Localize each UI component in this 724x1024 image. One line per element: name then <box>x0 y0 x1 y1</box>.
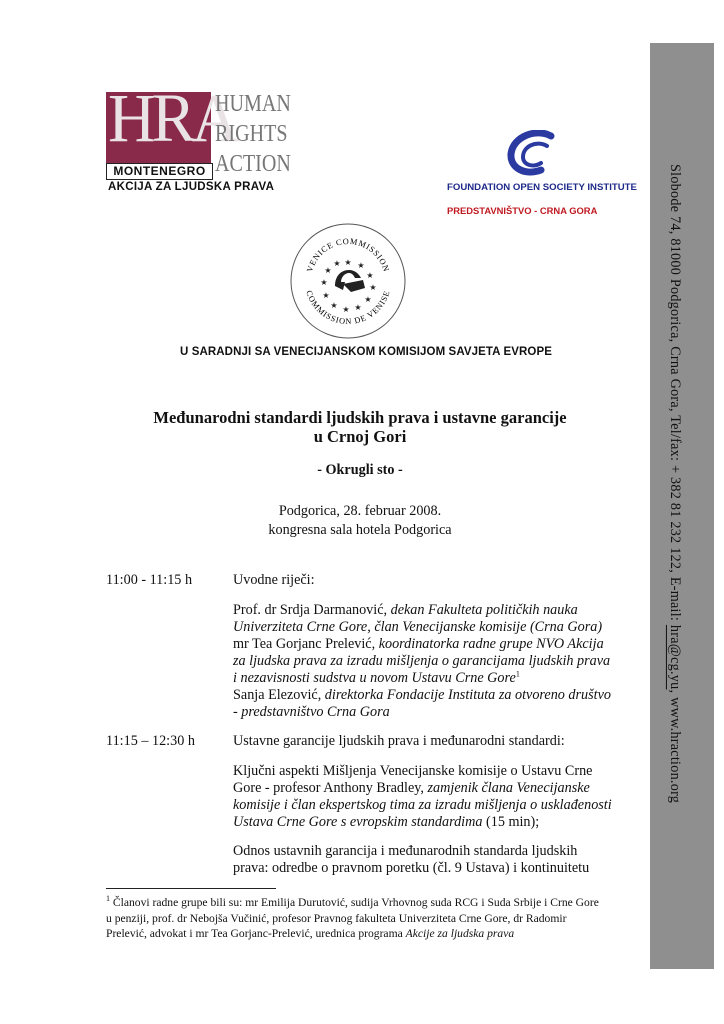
svg-text:★: ★ <box>364 295 372 304</box>
seal-top-text: VENICE COMMISSION <box>305 236 391 274</box>
svg-text:★: ★ <box>366 271 374 280</box>
agenda-text-italic: Ustava Crne Gore s evropskim standardima <box>233 814 483 830</box>
svg-text:★: ★ <box>330 301 338 310</box>
agenda-heading-1: Uvodne riječi: <box>233 572 315 588</box>
hra-logo-country: MONTENEGRO <box>106 163 213 180</box>
speaker-gorjanc-prelevic <box>233 636 623 687</box>
speaker-role: - predstavništvo Crna Gora <box>233 704 390 720</box>
footnote-number: 1 <box>106 894 110 904</box>
speaker-name: mr Tea Gorjanc Prelević, <box>233 636 379 652</box>
svg-text:★: ★ <box>344 258 352 267</box>
agenda-text-italic: komisije i član ekspertskog tima za izradu mišljenja o usklađenosti <box>233 797 612 813</box>
osi-name: FOUNDATION OPEN SOCIETY INSTITUTE <box>447 182 637 193</box>
cooperation-line: U SARADNJI SA VENECIJANSKOM KOMISIJOM SAVJETA EVROPE <box>180 346 552 358</box>
email-link[interactable]: hra@cg.yu <box>667 624 683 690</box>
title-line-1: Međunarodni standardi ljudskih prava i ustavne garancije <box>153 408 567 427</box>
agenda-text-italic: zamjenik člana Venecijanske <box>427 780 590 796</box>
hra-word-action: ACTION <box>215 150 291 177</box>
agenda-item-relation <box>233 843 623 877</box>
speaker-darmanovic <box>233 602 623 636</box>
agenda-text: Ključni aspekti Mišljenja Venecijanske komisije o Ustavu Crne <box>233 763 593 779</box>
footnote-divider <box>106 888 276 889</box>
venice-commission-seal-icon <box>289 222 407 340</box>
agenda-text: prava: odredbe o pravnom poretku (čl. 9 Ustava) i kontinuitetu <box>233 860 590 876</box>
event-type: - Okrugli sto - <box>317 462 403 478</box>
svg-text:★: ★ <box>369 283 377 292</box>
hra-logo-subtitle: AKCIJA ZA LJUDSKA PRAVA <box>108 181 275 193</box>
agenda-text: Odnos ustavnih garancija i međunarodnih standarda ljudskih <box>233 843 578 859</box>
speaker-role: direktorka Fondacije Instituta za otvoreno društvo <box>324 687 611 703</box>
footnote-text: Prelević, advokat i mr Tea Gorjanc-Prelević, urednica programa <box>106 927 406 940</box>
osi-representation: PREDSTAVNIŠTVO - CRNA GORA <box>447 205 598 216</box>
hra-word-rights: RIGHTS <box>215 120 288 147</box>
speaker-role: dekan Fakulteta političkih nauka <box>390 602 578 618</box>
agenda-time-2: 11:15 – 12:30 h <box>106 733 195 749</box>
svg-text:★: ★ <box>333 259 341 268</box>
osi-swirl-icon <box>507 130 565 176</box>
speaker-role: za ljudska prava za izradu mišljenja o garancijama ljudskih prava <box>233 653 611 669</box>
speaker-name: Sanja Elezović, <box>233 687 325 703</box>
agenda-text: Gore - profesor Anthony Bradley, <box>233 780 428 796</box>
footnote-text-italic: Akcije za ljudska prava <box>405 927 515 940</box>
speaker-role: koordinatorka radne grupe NVO Akcija <box>378 636 604 652</box>
hra-logo-words <box>215 89 291 179</box>
footnote-mark[interactable]: 1 <box>515 669 520 679</box>
speaker-elezovic <box>233 687 623 721</box>
agenda-speakers-1 <box>233 602 623 721</box>
footnote <box>106 895 626 942</box>
hra-word-human: HUMAN <box>215 90 291 117</box>
hra-logo-letters: HRA <box>108 80 236 157</box>
event-venue: kongresna sala hotela Podgorica <box>268 522 452 538</box>
page-title <box>150 408 570 446</box>
svg-text:★: ★ <box>357 261 365 270</box>
agenda-time-1: 11:00 - 11:15 h <box>106 572 193 588</box>
contact-address: Slobode 74, 81000 Podgorica, Crna Gora, Tel/fax: + 382 81 232 122, E-mail: <box>667 164 683 625</box>
footnote-text: u penziji, prof. dr Nebojša Vučinić, profesor Pravnog fakulteta Univerziteta Crne Gore, dr Radomir <box>106 911 567 925</box>
website-link[interactable]: , www.hraction.org <box>667 689 683 804</box>
svg-text:★: ★ <box>342 305 350 314</box>
footnote-text: Članovi radne grupe bili su: mr Emilija Durutović, sudija Vrhovnog suda RCG i Suda Srbije i Crne Gore <box>110 896 599 909</box>
speaker-name: Prof. dr Srdja Darmanović, <box>233 602 391 618</box>
svg-text:★: ★ <box>322 291 330 300</box>
agenda-item-bradley <box>233 763 623 831</box>
svg-text:★: ★ <box>324 266 332 275</box>
event-date: Podgorica, 28. februar 2008. <box>278 503 442 519</box>
svg-text:★: ★ <box>320 278 328 287</box>
seal-bottom-text: COMMISSION DE VENISE <box>304 289 392 327</box>
speaker-role: i nezavisnosti sudstva u novom Ustavu Crne Gore <box>233 670 516 686</box>
title-line-2: u Crnoj Gori <box>313 427 407 446</box>
event-place <box>150 502 570 540</box>
agenda-text: (15 min); <box>482 814 540 830</box>
svg-text:★: ★ <box>354 303 362 312</box>
agenda-heading-2: Ustavne garancije ljudskih prava i međunarodni standardi: <box>233 733 565 749</box>
speaker-role: Univerziteta Crne Gore, član Venecijanske komisije (Crna Gora) <box>233 619 603 635</box>
contact-info <box>666 164 683 803</box>
